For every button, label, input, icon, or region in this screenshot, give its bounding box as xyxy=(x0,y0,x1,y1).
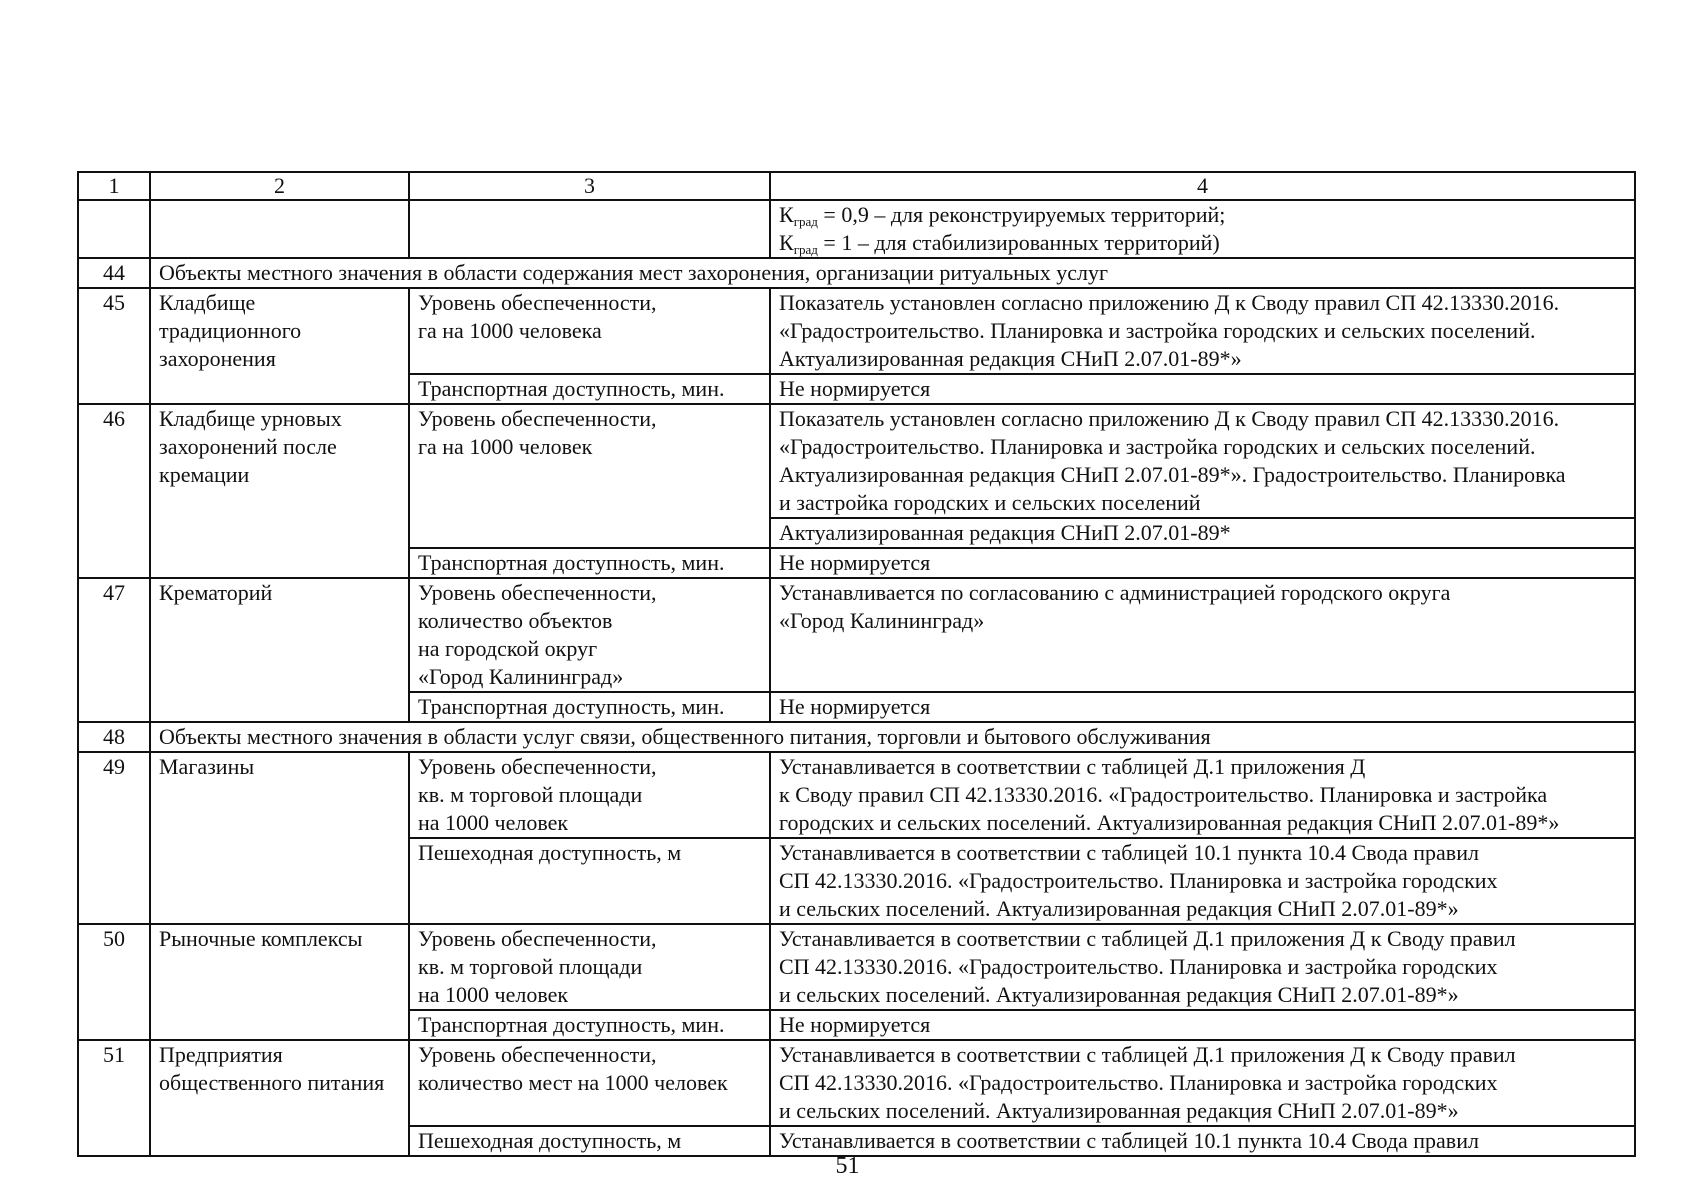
parameter-value: Устанавливается в соответствии с таблицей Д.1 приложения Д к Своду правил СП 42.13330.2016. «Градостроительство. Планировка и застройка городских и сельских поселений. Актуализированная редакция СНиП 2.07.01-89*» xyxy=(770,924,1635,1010)
parameter-value: Показатель установлен согласно приложению Д к Своду правил СП 42.13330.2016. «Градостроительство. Планировка и застройка городских и сельских поселений. Актуализированная редакция СНиП 2.07.01-89*» xyxy=(770,288,1635,374)
row-number: 47 xyxy=(78,578,150,722)
parameter-name: Пешеходная доступность, м xyxy=(409,1126,770,1156)
table-row xyxy=(78,404,1635,518)
k-symbol: К xyxy=(779,202,794,227)
continuation-param-cell xyxy=(409,200,770,258)
table-row xyxy=(78,578,1635,692)
parameter-name: Транспортная доступность, мин. xyxy=(409,374,770,404)
row-number: 44 xyxy=(78,258,150,288)
row-number: 49 xyxy=(78,752,150,924)
section-row xyxy=(78,722,1635,752)
parameter-name: Уровень обеспеченности, количество объектов на городской округ «Город Калининград» xyxy=(409,578,770,692)
k-symbol: К xyxy=(779,230,794,255)
parameter-value: Устанавливается по согласованию с администрацией городского округа «Город Калининград» xyxy=(770,578,1635,692)
column-number-2: 2 xyxy=(150,172,409,200)
row-number: 46 xyxy=(78,404,150,578)
object-name: Кладбище урновых захоронений после кремации xyxy=(150,404,409,578)
parameter-value: Устанавливается в соответствии с таблицей 10.1 пункта 10.4 Свода правил xyxy=(770,1126,1635,1156)
parameter-name: Уровень обеспеченности, кв. м торговой площади на 1000 человек xyxy=(409,924,770,1010)
parameter-name: Уровень обеспеченности, га на 1000 человек xyxy=(409,404,770,548)
column-number-4: 4 xyxy=(770,172,1635,200)
row-number: 51 xyxy=(78,1040,150,1156)
continuation-name-cell xyxy=(150,200,409,258)
parameter-value: Устанавливается в соответствии с таблицей Д.1 приложения Д к Своду правил СП 42.13330.2016. «Градостроительство. Планировка и застройка городских и сельских поселений. Актуализированная редакция СНиП 2.07.01-89*» xyxy=(770,1040,1635,1126)
parameter-value: Не нормируется xyxy=(770,548,1635,578)
parameter-value: Не нормируется xyxy=(770,1010,1635,1040)
parameter-value: Устанавливается в соответствии с таблицей 10.1 пункта 10.4 Свода правил СП 42.13330.2016. «Градостроительство. Планировка и застройка городских и сельских поселений. Актуализированная редакция СНиП 2.07.01-89*» xyxy=(770,838,1635,924)
k-line-1-text: = 0,9 – для реконструируемых территорий; xyxy=(817,202,1226,227)
parameter-name: Уровень обеспеченности, количество мест на 1000 человек xyxy=(409,1040,770,1126)
k-subscript: град xyxy=(793,242,818,257)
k-subscript: град xyxy=(793,214,818,229)
column-numbers-row xyxy=(78,172,1635,200)
table-row xyxy=(78,924,1635,1010)
column-number-3: 3 xyxy=(409,172,770,200)
parameter-value: Не нормируется xyxy=(770,692,1635,722)
continuation-row xyxy=(78,200,1635,258)
section-title: Объекты местного значения в области содержания мест захоронения, организации ритуальных услуг xyxy=(150,258,1635,288)
continuation-num-cell xyxy=(78,200,150,258)
row-number: 45 xyxy=(78,288,150,404)
continuation-value-cell xyxy=(770,200,1635,258)
parameter-value: Не нормируется xyxy=(770,374,1635,404)
parameter-value: Актуализированная редакция СНиП 2.07.01-89* xyxy=(770,518,1635,548)
section-title: Объекты местного значения в области услуг связи, общественного питания, торговли и бытового обслуживания xyxy=(150,722,1635,752)
k-line-2-text: = 1 – для стабилизированных территорий) xyxy=(817,230,1220,255)
norms-table xyxy=(77,171,1636,1157)
parameter-name: Транспортная доступность, мин. xyxy=(409,1010,770,1040)
object-name: Крематорий xyxy=(150,578,409,722)
parameter-name: Уровень обеспеченности, га на 1000 человека xyxy=(409,288,770,374)
column-number-1: 1 xyxy=(78,172,150,200)
parameter-name: Транспортная доступность, мин. xyxy=(409,548,770,578)
parameter-name: Пешеходная доступность, м xyxy=(409,838,770,924)
object-name: Кладбище традиционного захоронения xyxy=(150,288,409,404)
parameter-name: Уровень обеспеченности, кв. м торговой площади на 1000 человек xyxy=(409,752,770,838)
object-name: Рыночные комплексы xyxy=(150,924,409,1040)
parameter-name: Транспортная доступность, мин. xyxy=(409,692,770,722)
table-row xyxy=(78,1040,1635,1126)
row-number: 48 xyxy=(78,722,150,752)
parameter-value: Устанавливается в соответствии с таблицей Д.1 приложения Д к Своду правил СП 42.13330.2016. «Градостроительство. Планировка и застройка городских и сельских поселений. Актуализированная редакция СНиП 2.07.01-89*» xyxy=(770,752,1635,838)
page-number: 51 xyxy=(835,1153,860,1179)
table-row xyxy=(78,752,1635,838)
row-number: 50 xyxy=(78,924,150,1040)
object-name: Предприятия общественного питания xyxy=(150,1040,409,1156)
table-row xyxy=(78,288,1635,374)
parameter-value: Показатель установлен согласно приложению Д к Своду правил СП 42.13330.2016. «Градостроительство. Планировка и застройка городских и сельских поселений. Актуализированная редакция СНиП 2.07.01-89*». Градостроительство. Планировка и застройка городских и сельских поселений xyxy=(770,404,1635,518)
object-name: Магазины xyxy=(150,752,409,924)
section-row xyxy=(78,258,1635,288)
